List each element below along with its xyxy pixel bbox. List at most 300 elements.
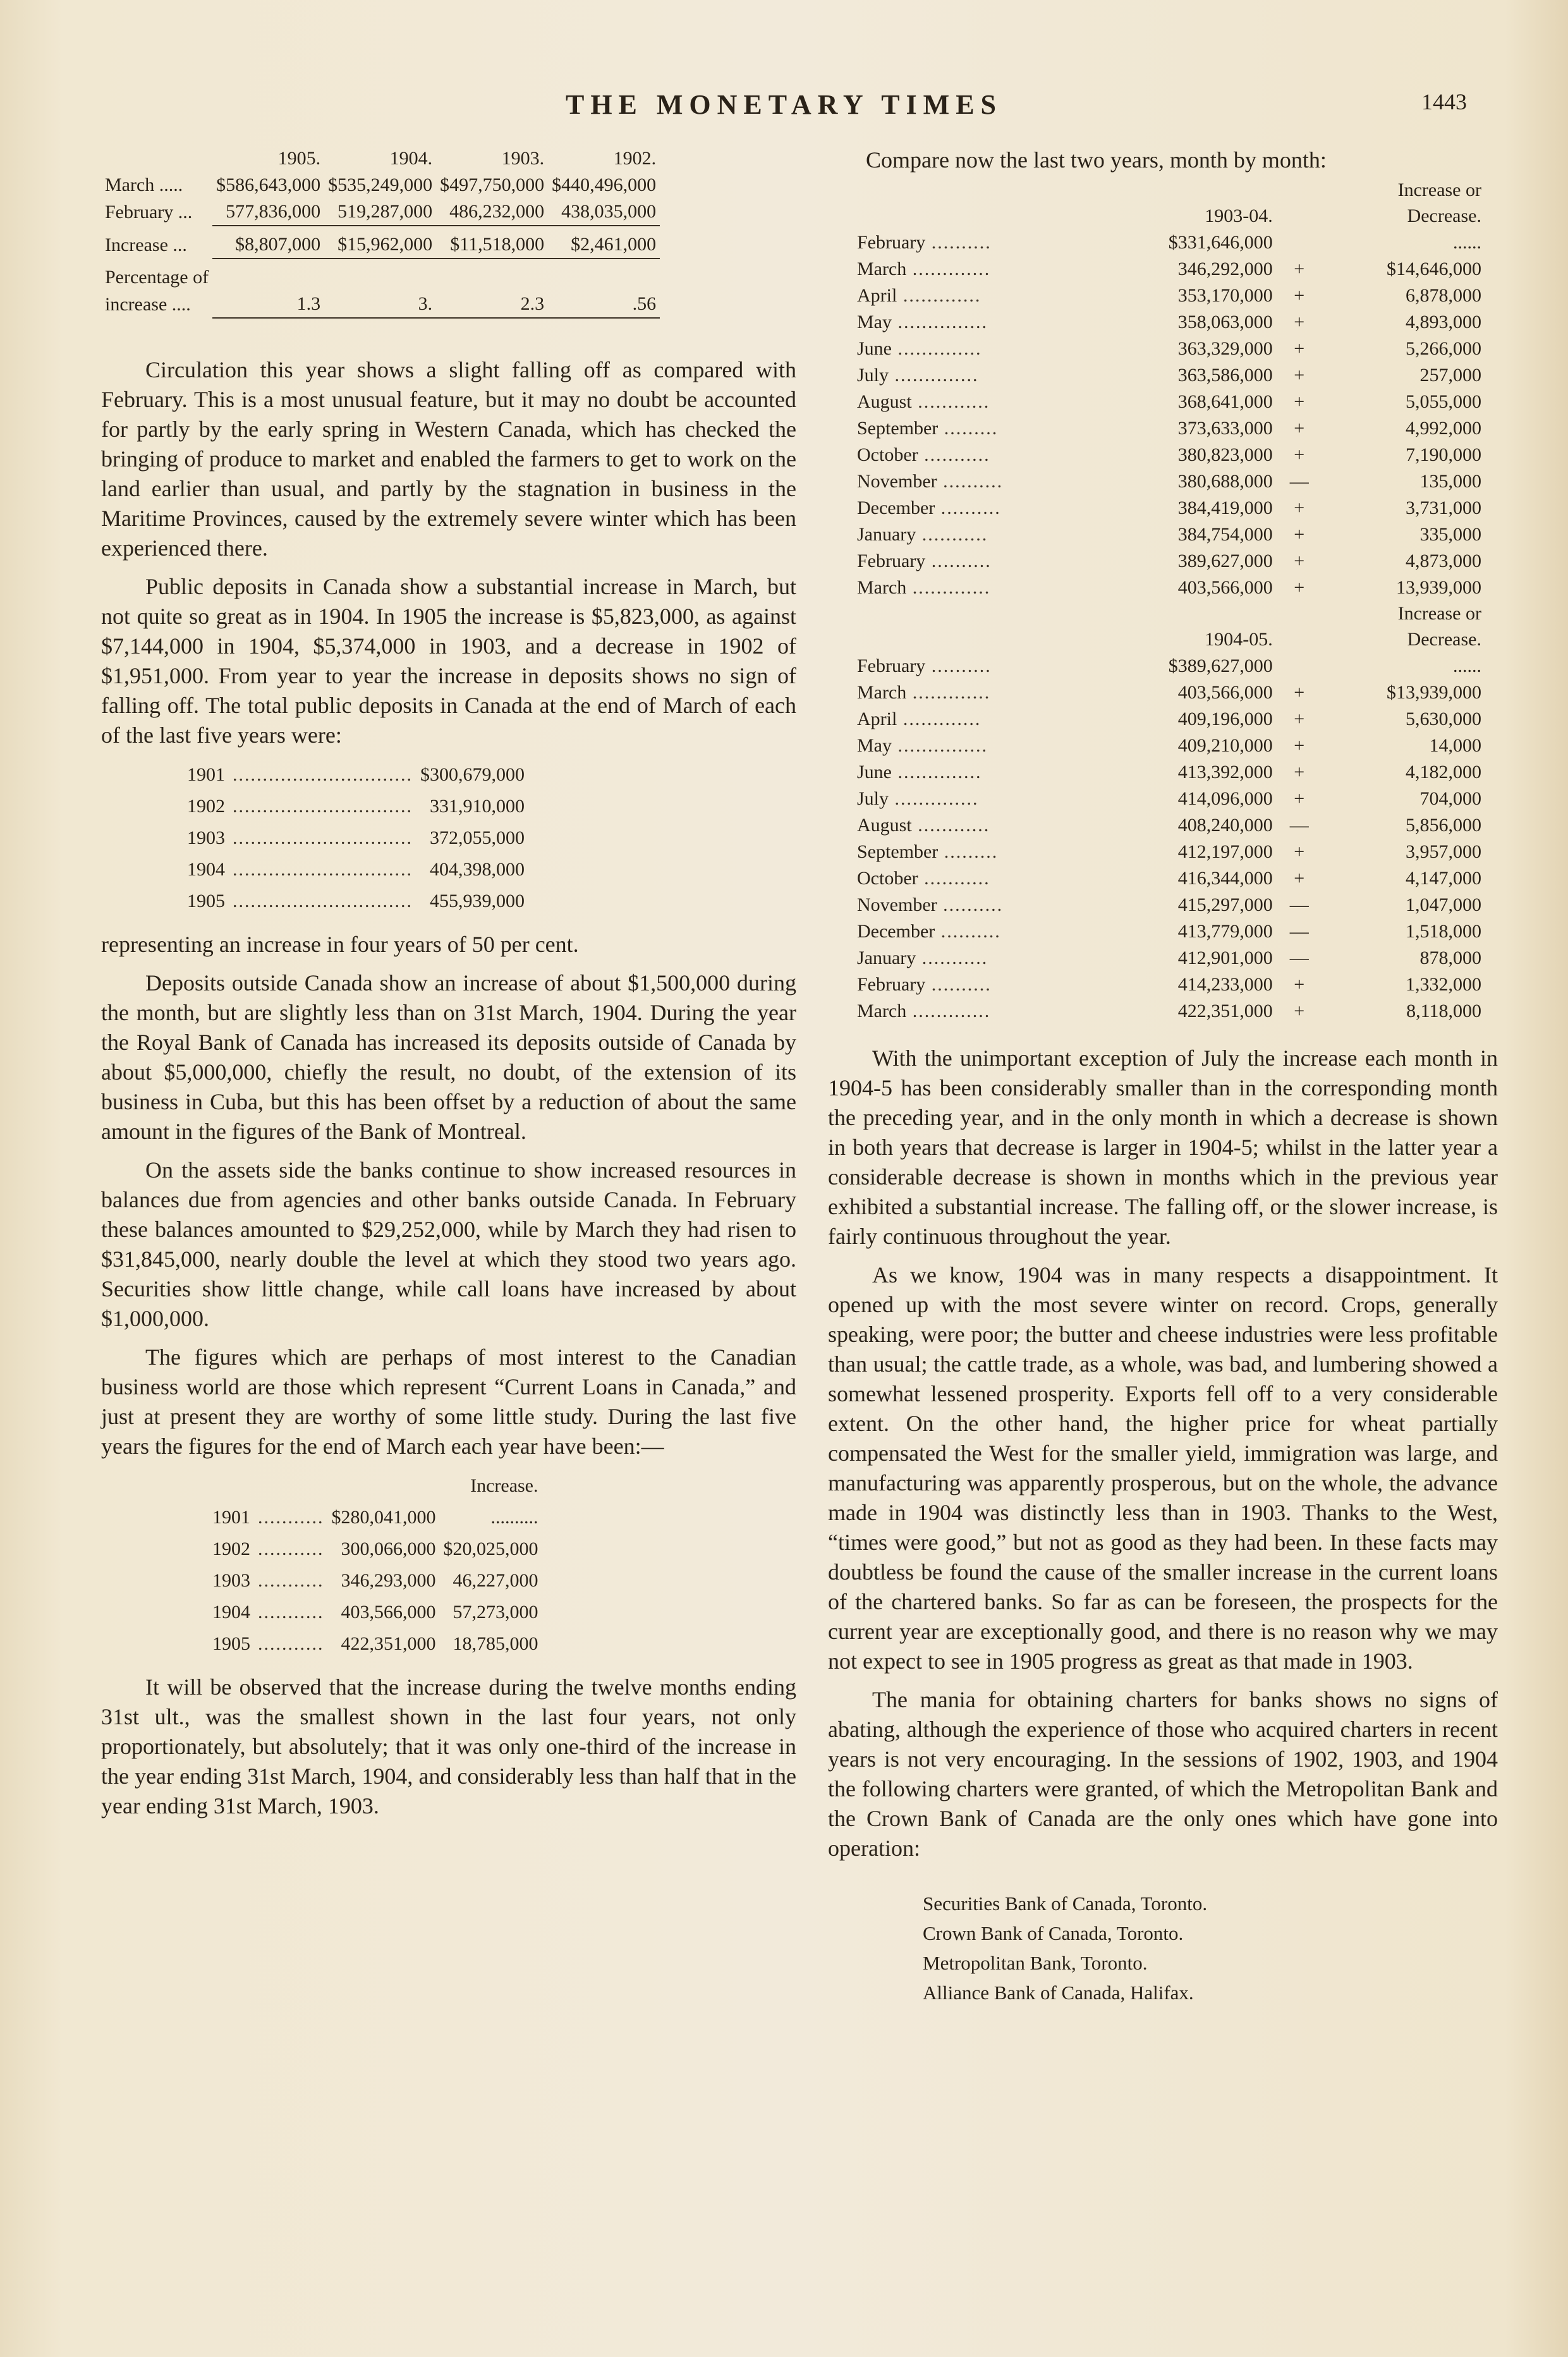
sign-cell: + [1294, 682, 1305, 703]
table-rule [101, 259, 660, 264]
paragraph: On the assets side the banks continue to show increased resources in balances due from agencies and other banks outside Canada. In February these balances amounted to $29,252,000, while by March they had risen to $31,845,000, nearly double the level at which they stood two years ago. Securities show little change, while call loans have increased by about $1,000,000. [101, 1157, 796, 1331]
sign-cell: + [1294, 551, 1305, 571]
leader-dots: ............. [897, 285, 982, 306]
value-cell: 358,063,000 [1177, 312, 1273, 332]
leader-dots: ......... [938, 841, 999, 862]
sign-cell: + [1294, 974, 1305, 995]
table-row [853, 442, 1485, 468]
leader-dots: .............. [892, 762, 982, 783]
change-cell: 6,878,000 [1406, 285, 1481, 306]
paragraph: Circulation this year shows a slight falling off as compared with February. This is a most unusual feature, but it may no doubt be accounted for partly by the early spring in Western Canada, which has checked the bringing of produce to market and enabled the farmers to get to work on the land earlier than usual, and partly by the stagnation in business in the Maritime Provinces, caused by the extremely severe winter which has been experienced there. [101, 357, 796, 561]
sign-cell: + [1294, 841, 1305, 862]
year-header: 1902. [613, 148, 657, 169]
right-column [828, 145, 1498, 2007]
month-cell [853, 918, 1098, 945]
leader-dots: ........... [918, 444, 990, 465]
month-cell [853, 839, 1098, 865]
table-row [853, 839, 1485, 865]
change-cell: ...... [1453, 232, 1481, 253]
change-cell: 4,893,000 [1406, 312, 1481, 332]
table-body [853, 229, 1485, 601]
table-cell: $497,750,000 [440, 174, 545, 195]
leader-dots: .......... [935, 497, 1001, 518]
change-cell: 8,118,000 [1406, 1001, 1481, 1021]
table-row [853, 786, 1485, 812]
month-label: January [857, 524, 916, 545]
row-label: Percentage of [105, 267, 209, 288]
sign-cell: + [1294, 418, 1305, 439]
month-cell [853, 362, 1098, 389]
value-cell: 403,566,000 [1177, 682, 1273, 703]
change-cell: 5,856,000 [1406, 815, 1481, 836]
table-row: 1901 ........... $280,041,000 .......... [209, 1502, 542, 1533]
table-cell: 577,836,000 [226, 201, 321, 222]
year-cell: 1902 [212, 1538, 250, 1559]
year-cell: 1904 [212, 1602, 250, 1623]
month-cell [853, 415, 1098, 442]
table-row: 1901 .............................. $300,679,000 [183, 759, 528, 791]
table-cell: $586,643,000 [216, 174, 321, 195]
leader-dots: .......... [935, 921, 1001, 942]
value-cell: 384,754,000 [1177, 524, 1273, 545]
table-row [853, 971, 1485, 998]
leader-dots: ............ [911, 815, 990, 836]
table-cell: $2,461,000 [571, 234, 657, 255]
value-cell: 363,329,000 [1177, 338, 1273, 359]
table-row [853, 229, 1485, 256]
change-cell: 3,957,000 [1406, 841, 1481, 862]
month-cell [853, 389, 1098, 415]
value-cell: 346,293,000 [341, 1570, 436, 1591]
month-label: November [857, 894, 937, 915]
sign-cell: + [1294, 338, 1305, 359]
table-row [853, 998, 1485, 1025]
current-loans-table [209, 1470, 542, 1660]
month-label: March [857, 577, 907, 598]
year-cell: 1901 [187, 764, 225, 785]
table-cell: 3. [418, 293, 433, 314]
change-cell: 1,518,000 [1406, 921, 1481, 942]
left-column [101, 145, 796, 1830]
table-row [853, 309, 1485, 336]
leader-dots: ............. [897, 709, 982, 729]
leader-dots: .............. [889, 788, 979, 809]
table-row [853, 706, 1485, 733]
value-cell: 415,297,000 [1177, 894, 1273, 915]
value-cell: 413,779,000 [1177, 921, 1273, 942]
month-label: October [857, 444, 918, 465]
increase-header: Decrease. [1407, 205, 1481, 226]
table-cell: 438,035,000 [561, 201, 657, 222]
sign-cell: + [1294, 497, 1305, 518]
table-row: 1904 .............................. 404,398,000 [183, 854, 528, 886]
leader-dots: .............. [889, 365, 979, 386]
change-cell: 3,731,000 [1406, 497, 1481, 518]
month-label: May [857, 735, 892, 756]
table-cell: .56 [632, 293, 657, 314]
month-cell [853, 229, 1098, 256]
increase-cell: $20,025,000 [443, 1538, 538, 1559]
value-cell: 372,055,000 [430, 827, 525, 848]
month-label: June [857, 762, 892, 783]
value-cell: 300,066,000 [341, 1538, 436, 1559]
change-cell: 4,147,000 [1406, 868, 1481, 889]
sign-cell: — [1289, 947, 1309, 968]
increase-header: Increase or [1397, 180, 1481, 200]
sign-cell: — [1289, 921, 1309, 942]
deposits-table [183, 759, 528, 917]
leader-dots: .......... [937, 471, 1004, 492]
value-cell: 422,351,000 [1177, 1001, 1273, 1021]
month-cell [853, 283, 1098, 309]
table-row [853, 521, 1485, 548]
value-cell: $300,679,000 [420, 764, 525, 785]
table-cell: $8,807,000 [235, 234, 321, 255]
value-cell: $389,627,000 [1168, 655, 1273, 676]
table-row [853, 733, 1485, 759]
month-cell [853, 336, 1098, 362]
paragraph: representing an increase in four years of 50 per cent. [101, 932, 579, 957]
month-label: February [857, 655, 926, 676]
change-cell: 5,266,000 [1406, 338, 1481, 359]
increase-header: Increase or [1397, 603, 1481, 624]
sign-cell: + [1294, 259, 1305, 279]
sign-cell [1277, 653, 1322, 679]
year-header: 1904. [389, 148, 433, 169]
table-row: 1903 ........... 346,293,000 46,227,000 [209, 1565, 542, 1597]
month-label: June [857, 338, 892, 359]
table-row [853, 336, 1485, 362]
value-cell: 368,641,000 [1177, 391, 1273, 412]
sign-cell: + [1294, 577, 1305, 598]
paragraph: It will be observed that the increase during the twelve months ending 31st ult., was the smallest shown in the last four years, not only proportionately, but absolutely; that it was only one-third of the increase in the year ending 31st March, 1904, and considerably less than half that in the year ending 31st March, 1903. [101, 1674, 796, 1818]
table-row [853, 495, 1485, 521]
month-label: May [857, 312, 892, 332]
period-header: 1903-04. [1205, 205, 1273, 226]
month-cell [853, 548, 1098, 575]
year-cell: 1905 [187, 891, 225, 911]
table-body [853, 653, 1485, 1025]
value-cell: 414,233,000 [1177, 974, 1273, 995]
month-label: March [857, 1001, 907, 1021]
table-header-row [101, 145, 660, 172]
month-cell [853, 812, 1098, 839]
year-cell: 1903 [187, 827, 225, 848]
period-header: 1904-05. [1205, 629, 1273, 650]
month-cell [853, 495, 1098, 521]
sign-cell: + [1294, 709, 1305, 729]
change-cell: 257,000 [1419, 365, 1481, 386]
table-row: 1905 .............................. 455,939,000 [183, 886, 528, 917]
value-cell: 414,096,000 [1177, 788, 1273, 809]
row-label: increase .... [105, 293, 191, 315]
value-cell: 409,196,000 [1177, 709, 1273, 729]
month-cell [853, 468, 1098, 495]
table-row [853, 362, 1485, 389]
table-row [853, 415, 1485, 442]
leader-dots: ............ [911, 391, 990, 412]
change-cell: 335,000 [1419, 524, 1481, 545]
change-cell: 1,332,000 [1406, 974, 1481, 995]
table-row [853, 389, 1485, 415]
monthly-table-1903-04 [853, 178, 1485, 601]
sign-cell: — [1289, 815, 1309, 836]
table-row [853, 256, 1485, 283]
month-label: December [857, 497, 935, 518]
table-row: 1905 ........... 422,351,000 18,785,000 [209, 1628, 542, 1660]
month-label: September [857, 841, 939, 862]
value-cell: 422,351,000 [341, 1633, 436, 1654]
month-label: March [857, 682, 907, 703]
month-cell [853, 865, 1098, 892]
increase-cell: 46,227,000 [453, 1570, 538, 1591]
month-label: January [857, 947, 916, 968]
table-header-row [209, 1470, 542, 1502]
month-label: November [857, 471, 937, 492]
month-cell [853, 786, 1098, 812]
table-cell: 2.3 [520, 293, 545, 314]
change-cell: 4,873,000 [1406, 551, 1481, 571]
month-label: July [857, 788, 889, 809]
leader-dots: ........... [916, 524, 988, 545]
change-cell: 878,000 [1419, 947, 1481, 968]
row-label: February ... [105, 201, 193, 222]
leader-dots: .......... [925, 974, 992, 995]
month-label: February [857, 232, 926, 253]
leader-dots: .......... [925, 232, 992, 253]
paragraph: Compare now the last two years, month by month: [866, 147, 1327, 173]
increase-cell: 18,785,000 [453, 1633, 538, 1654]
table-row: 1904 ........... 403,566,000 57,273,000 [209, 1597, 542, 1628]
change-cell: 135,000 [1419, 471, 1481, 492]
year-header: 1903. [501, 148, 545, 169]
month-label: August [857, 391, 912, 412]
leader-dots: ......... [938, 418, 999, 439]
month-cell [853, 256, 1098, 283]
table-cell: $15,962,000 [337, 234, 433, 255]
change-cell: 7,190,000 [1406, 444, 1481, 465]
table-header-row [853, 626, 1485, 653]
month-cell [853, 521, 1098, 548]
value-cell: 331,910,000 [430, 796, 525, 817]
month-label: December [857, 921, 935, 942]
page-number: 1443 [1421, 89, 1467, 114]
month-label: September [857, 418, 939, 439]
month-cell [853, 733, 1098, 759]
list-item: Crown Bank of Canada, Toronto. [923, 1922, 1184, 1944]
table-row: 1903 .............................. 372,055,000 [183, 822, 528, 854]
table-cell: 519,287,000 [337, 201, 433, 222]
table-row [853, 759, 1485, 786]
leader-dots: ............... [892, 735, 988, 756]
table-rule [101, 318, 660, 324]
value-cell: 412,197,000 [1177, 841, 1273, 862]
change-cell: 4,992,000 [1406, 418, 1481, 439]
month-cell [853, 309, 1098, 336]
month-label: February [857, 551, 926, 571]
month-cell [853, 442, 1098, 468]
sign-cell: — [1289, 471, 1309, 492]
year-header: 1905. [277, 148, 321, 169]
change-cell: ...... [1453, 655, 1481, 676]
leader-dots: ............. [906, 577, 991, 598]
increase-cell: 57,273,000 [453, 1602, 538, 1623]
leader-dots: .......... [925, 655, 992, 676]
month-cell [853, 971, 1098, 998]
leader-dots: .......... [925, 551, 992, 571]
charter-list [923, 1889, 1498, 2007]
year-cell: 1902 [187, 796, 225, 817]
month-cell [853, 653, 1098, 679]
month-cell [853, 998, 1098, 1025]
sign-cell: + [1294, 788, 1305, 809]
table-header-row [853, 203, 1485, 229]
table-cell: 486,232,000 [449, 201, 545, 222]
value-cell: 455,939,000 [430, 891, 525, 911]
sign-cell: + [1294, 735, 1305, 756]
value-cell: $331,646,000 [1168, 232, 1273, 253]
leader-dots: ........... [918, 868, 990, 889]
table-row: 1902 .............................. 331,910,000 [183, 791, 528, 822]
monthly-table-1904-05 [853, 601, 1485, 1025]
list-item: Metropolitan Bank, Toronto. [923, 1952, 1148, 1974]
sign-cell: + [1294, 444, 1305, 465]
leader-dots: .......... [937, 894, 1004, 915]
value-cell: 363,586,000 [1177, 365, 1273, 386]
month-label: April [857, 285, 897, 306]
table-row [853, 679, 1485, 706]
table-cell: $440,496,000 [552, 174, 657, 195]
paragraph: With the unimportant exception of July the increase each month in 1904-5 has been considerably smaller than in the corresponding month the preceding year, and in the only month in which a decrease is shown in both years that decrease is larger in 1904-5; whilst in the latter year a considerable decrease is shown in months which in the previous year exhibited a substantial increase. The falling off, or the slower increase, is fairly continuous throughout the year. [828, 1045, 1498, 1249]
table-header-row [853, 178, 1485, 203]
value-cell: 403,566,000 [341, 1602, 436, 1623]
paragraph: Public deposits in Canada show a substantial increase in March, but not quite so great as in 1904. In 1905 the increase is $5,823,000, as against $7,144,000 in 1904, $5,374,000 in 1903, and a decrease in 1902 of $1,951,000. From year to year the increase in deposits shows no sign of falling off. The total public deposits in Canada at the end of March of each of the last five years were: [101, 574, 796, 748]
leader-dots: ............... [892, 312, 988, 332]
year-cell: 1901 [212, 1507, 250, 1528]
change-cell: $14,646,000 [1387, 259, 1481, 279]
month-cell [853, 575, 1098, 601]
change-cell: 13,939,000 [1396, 577, 1481, 598]
sign-cell: + [1294, 762, 1305, 783]
value-cell: 404,398,000 [430, 859, 525, 880]
value-cell: 346,292,000 [1177, 259, 1273, 279]
row-label: March ..... [105, 174, 183, 195]
list-item: Alliance Bank of Canada, Halifax. [923, 1982, 1194, 2004]
value-cell: 409,210,000 [1177, 735, 1273, 756]
value-cell: 412,901,000 [1177, 947, 1273, 968]
table-row: 1902 ........... 300,066,000 $20,025,000 [209, 1533, 542, 1565]
table-row [101, 264, 660, 291]
sign-cell: + [1294, 391, 1305, 412]
year-cell: 1905 [212, 1633, 250, 1654]
paragraph: As we know, 1904 was in many respects a disappointment. It opened up with the most severe winter on record. Crops, generally speaking, were poor; the butter and cheese industries were less profitable than usual; the cattle trade, as a whole, was bad, and lumbering showed a somewhat lessened prosperity. Exports fell off to a very considerable extent. On the other hand, the higher price for wheat partially compensated the West for the smaller yield, immigration was large, and manufacturing was apparently prosperous, but on the whole, the advance made in 1904 was distinctly less than in 1903. Thanks to the West, “times were good,” but not as good as they had been. In these facts may doubtless be found the cause of the smaller increase in the current loans of the chartered banks. So far as can be foreseen, the prospects for the current year are exceptionally good, and there is no reason why we may not expect to see in 1905 progress as great as that made in 1903. [828, 1262, 1498, 1674]
value-cell: 384,419,000 [1177, 497, 1273, 518]
value-cell: 380,823,000 [1177, 444, 1273, 465]
month-cell [853, 892, 1098, 918]
table-cell: $535,249,000 [328, 174, 433, 195]
table-row [853, 865, 1485, 892]
list-item: Securities Bank of Canada, Toronto. [923, 1892, 1208, 1915]
value-cell: 353,170,000 [1177, 285, 1273, 306]
table-row [101, 198, 660, 226]
table-row [853, 653, 1485, 679]
masthead-title: THE MONETARY TIMES [565, 89, 1003, 120]
year-cell: 1903 [212, 1570, 250, 1591]
table-row [853, 918, 1485, 945]
value-cell: 389,627,000 [1177, 551, 1273, 571]
table-row [853, 548, 1485, 575]
increase-cell: .......... [490, 1507, 538, 1528]
change-cell: 704,000 [1419, 788, 1481, 809]
month-label: August [857, 815, 912, 836]
paragraph: Deposits outside Canada show an increase of about $1,500,000 during the month, but are slightly less than on 31st March, 1904. During the year the Royal Bank of Canada has increased its deposits outside of Canada by about $5,000,000, chiefly the result, no doubt, of the extension of its business in Cuba, but this has been offset by a reduction of about the same amount in the figures of the Bank of Montreal. [101, 970, 796, 1144]
change-cell: $13,939,000 [1387, 682, 1481, 703]
value-cell: $280,041,000 [331, 1507, 436, 1528]
month-label: March [857, 259, 907, 279]
table-header-row [853, 601, 1485, 626]
table-cell: 1.3 [296, 293, 321, 314]
month-label: April [857, 709, 897, 729]
sign-cell: + [1294, 1001, 1305, 1021]
table-row [853, 468, 1485, 495]
table-row [853, 283, 1485, 309]
sign-cell: + [1294, 285, 1305, 306]
month-cell [853, 706, 1098, 733]
circulation-table [101, 145, 660, 324]
month-cell [853, 679, 1098, 706]
value-cell: 380,688,000 [1177, 471, 1273, 492]
sign-cell: + [1294, 868, 1305, 889]
row-label: Increase ... [105, 234, 187, 255]
increase-header: Increase. [470, 1475, 538, 1496]
table-row [853, 945, 1485, 971]
leader-dots: ........... [916, 947, 988, 968]
value-cell: 408,240,000 [1177, 815, 1273, 836]
sign-cell: + [1294, 524, 1305, 545]
table-cell: $11,518,000 [450, 234, 545, 255]
value-cell: 413,392,000 [1177, 762, 1273, 783]
change-cell: 14,000 [1429, 735, 1481, 756]
change-cell: 1,047,000 [1406, 894, 1481, 915]
paragraph: The figures which are perhaps of most interest to the Canadian business world are those which represent “Current Loans in Canada,” and just at present they are worthy of some little study. During the last five years the figures for the end of March each year have been:— [101, 1344, 796, 1459]
sign-cell: — [1289, 894, 1309, 915]
value-cell: 403,566,000 [1177, 577, 1273, 598]
table-row [853, 575, 1485, 601]
month-label: October [857, 868, 918, 889]
table-rule [101, 226, 660, 231]
table-row [853, 892, 1485, 918]
month-label: February [857, 974, 926, 995]
month-cell [853, 759, 1098, 786]
table-row [101, 172, 660, 198]
sign-cell [1277, 229, 1322, 256]
year-cell: 1904 [187, 859, 225, 880]
leader-dots: .............. [892, 338, 982, 359]
leader-dots: ............. [906, 259, 991, 279]
leader-dots: ............. [906, 682, 991, 703]
sign-cell: + [1294, 365, 1305, 386]
value-cell: 373,633,000 [1177, 418, 1273, 439]
value-cell: 416,344,000 [1177, 868, 1273, 889]
paragraph: The mania for obtaining charters for banks shows no signs of abating, although the experience of those who acquired charters in recent years is not very encouraging. In the sessions of 1902, 1903, and 1904 the following charters were granted, of which the Metropolitan Bank and the Crown Bank of Canada are the only ones which have gone into operation: [828, 1687, 1498, 1861]
increase-header: Decrease. [1407, 629, 1481, 650]
sign-cell: + [1294, 312, 1305, 332]
leader-dots: ............. [906, 1001, 991, 1021]
change-cell: 5,055,000 [1406, 391, 1481, 412]
month-cell [853, 945, 1098, 971]
change-cell: 4,182,000 [1406, 762, 1481, 783]
table-row [853, 812, 1485, 839]
